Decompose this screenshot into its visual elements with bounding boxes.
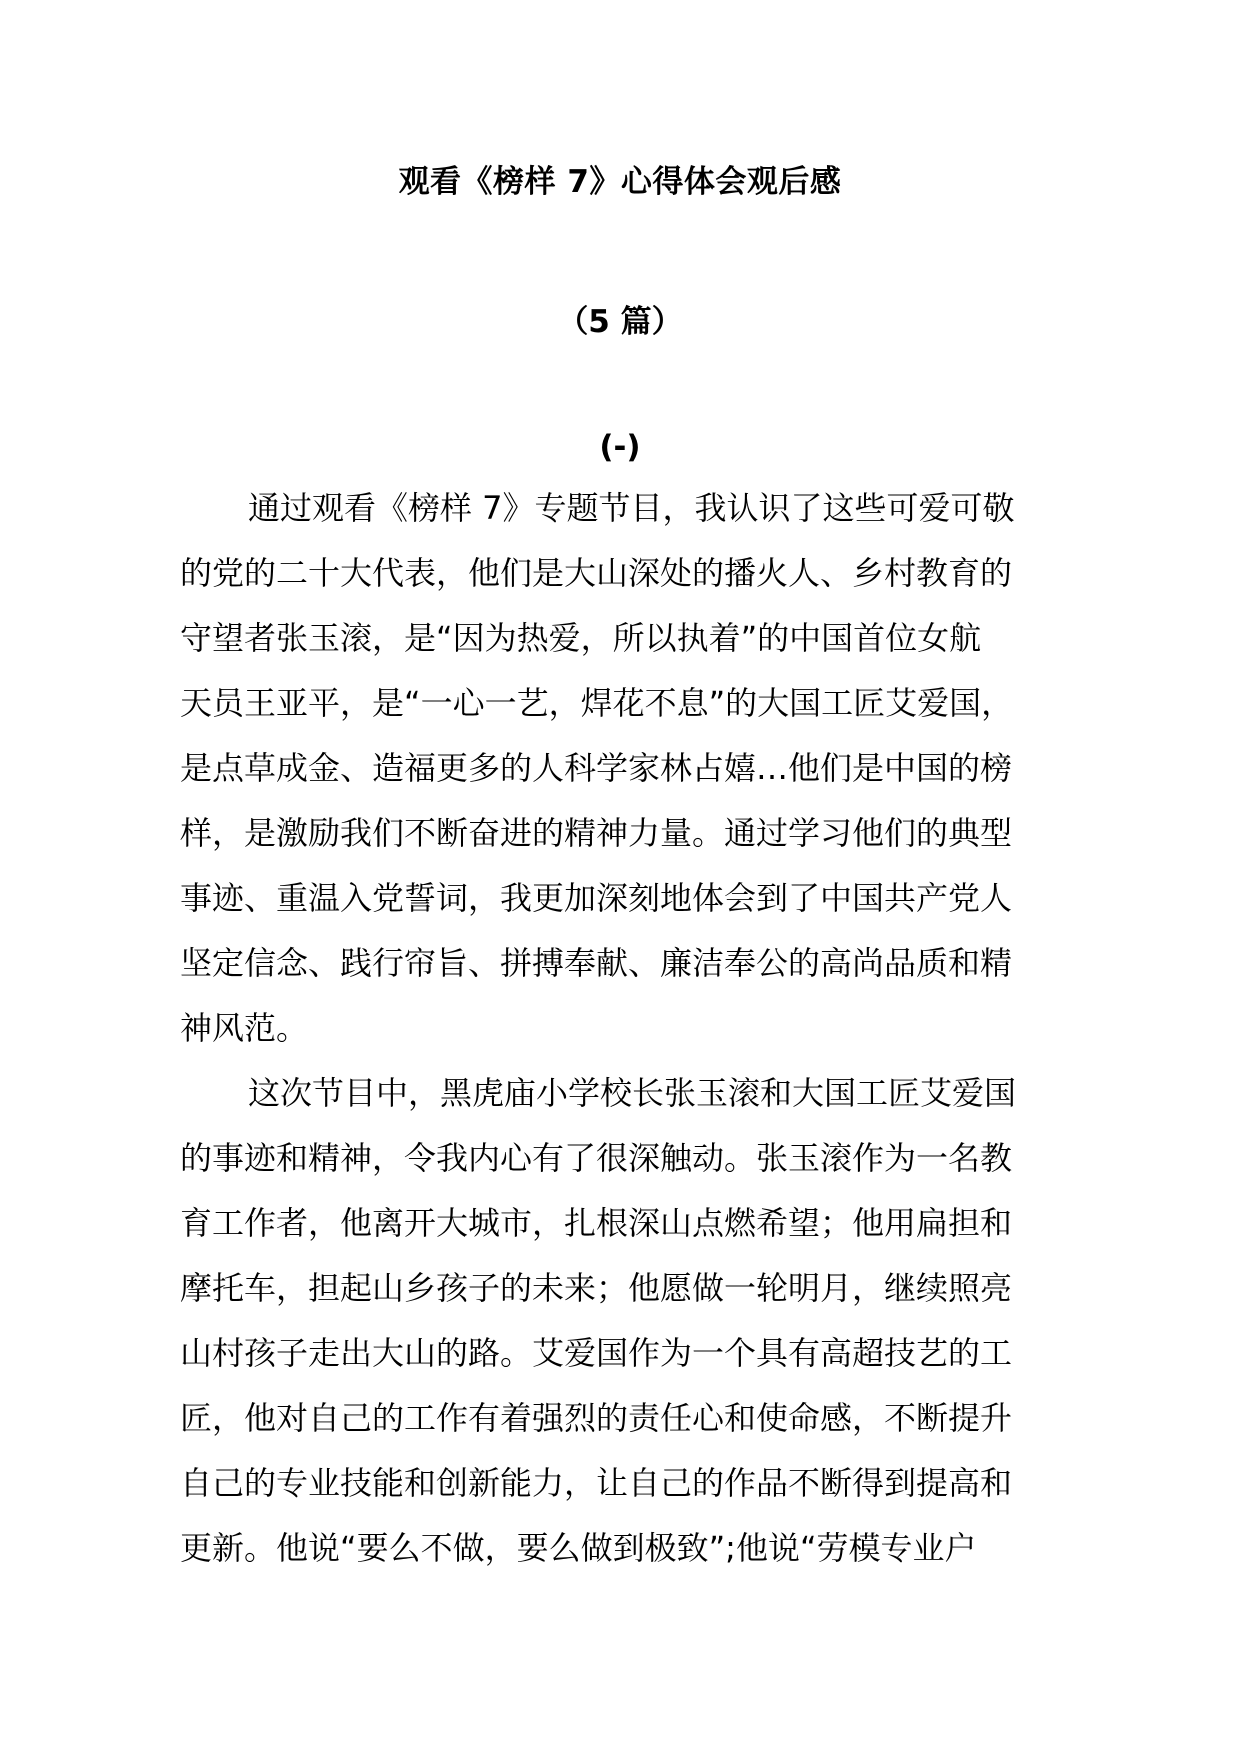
paragraph-line: 更新。他说“要么不做，要么做到极致”;他说“劳模专业户 xyxy=(180,1529,977,1567)
paragraph-line: 坚定信念、践行帘旨、拼搏奉献、廉洁奉公的高尚品质和精 xyxy=(180,944,1013,982)
paragraph-line: 事迹、重温入党誓词，我更加深刻地体会到了中国共产党人 xyxy=(180,879,1013,917)
document-title: 观看《榜样 7》心得体会观后感 xyxy=(398,164,842,200)
paragraph-line: 通过观看《榜样 7》专题节目，我认识了这些可爱可敬 xyxy=(248,489,1015,527)
paragraph-line: 山村孩子走出大山的路。艾爱国作为一个具有高超技艺的工 xyxy=(180,1334,1013,1372)
paragraph-line: 样，是激励我们不断奋进的精神力量。通过学习他们的典型 xyxy=(180,814,1013,852)
paragraph-1 xyxy=(180,476,1070,1061)
paragraph-line: 是点草成金、造福更多的人科学家林占嬉…他们是中国的榜 xyxy=(180,749,1013,787)
paragraph-line: 的党的二十大代表，他们是大山深处的播火人、乡村教育的 xyxy=(180,554,1013,592)
document-body xyxy=(180,476,1070,1581)
paragraph-line: 天员王亚平，是“一心一艺，焊花不息”的大国工匠艾爱国， xyxy=(180,684,1014,722)
paragraph-line: 这次节目中，黑虎庙小学校长张玉滚和大国工匠艾爱国 xyxy=(248,1074,1017,1112)
paragraph-line: 神风范。 xyxy=(180,1009,309,1047)
paragraph-line: 的事迹和精神，令我内心有了很深触动。张玉滚作为一名教 xyxy=(180,1139,1013,1177)
paragraph-line: 自己的专业技能和创新能力，让自己的作品不断得到提高和 xyxy=(180,1464,1013,1502)
paragraph-line: 匠，他对自己的工作有着强烈的责任心和使命感，不断提升 xyxy=(180,1399,1013,1437)
paragraph-line: 摩托车，担起山乡孩子的未来；他愿做一轮明月，继续照亮 xyxy=(180,1269,1013,1307)
paragraph-line: 守望者张玉滚，是“因为热爱，所以执着”的中国首位女航 xyxy=(180,619,982,657)
section-heading: (-) xyxy=(599,429,641,465)
paragraph-line: 育工作者，他离开大城市，扎根深山点燃希望；他用扁担和 xyxy=(180,1204,1013,1242)
paragraph-2 xyxy=(180,1061,1070,1581)
document-subtitle: （5 篇） xyxy=(557,304,683,340)
